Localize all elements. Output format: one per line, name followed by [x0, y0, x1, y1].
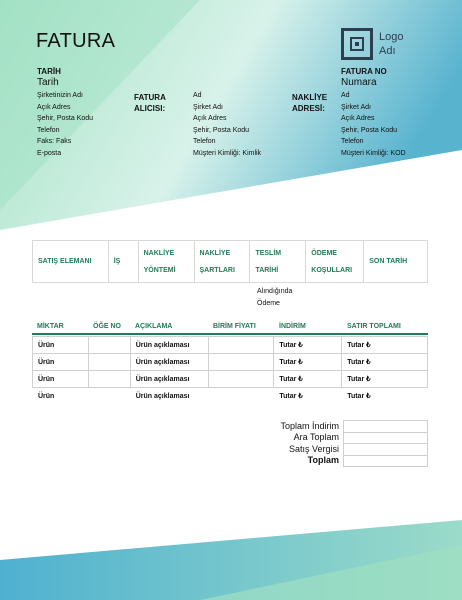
- table-row: Ürün Ürün açıklaması Tutar ₺ Tutar ₺: [33, 354, 428, 371]
- ship-to-label: NAKLİYE ADRESİ:: [292, 93, 328, 113]
- header-payment-terms: ÖDEME KOŞULLARI: [306, 241, 364, 283]
- bill-to-customer-id: Müşteri Kimliği: Kimlik: [193, 149, 262, 157]
- bill-to-address: Açık Adres: [193, 115, 227, 122]
- company-email: E-posta: [37, 149, 62, 157]
- logo: [341, 28, 431, 62]
- payment-note: Alındığında Ödeme: [257, 288, 293, 307]
- ship-to-city: Şehir, Posta Kodu: [341, 126, 398, 134]
- ship-to-company: Şirket Adı: [341, 103, 371, 111]
- logo-line1: Logo: [379, 31, 404, 43]
- header-description: AÇIKLAMA: [130, 320, 208, 334]
- company-address: Açık Adres: [37, 103, 71, 111]
- shipping-info-table: [32, 240, 428, 283]
- company-fax: Faks: Faks: [37, 138, 72, 145]
- totals-table: [200, 420, 428, 467]
- grand-total-label: Toplam: [307, 455, 339, 466]
- invoice-title: FATURA: [36, 30, 116, 52]
- header-discount: İNDİRİM: [274, 320, 342, 334]
- total-discount-label: Toplam İndirim: [280, 420, 339, 431]
- items-table: [32, 336, 428, 405]
- ship-to-phone: Telefon: [341, 138, 364, 145]
- subtotal-value: [344, 432, 428, 444]
- invoice-no-block: [341, 66, 387, 89]
- date-block: [37, 66, 61, 89]
- header-shipping-terms: NAKLİYE ŞARTLARI: [194, 241, 250, 283]
- total-discount-value: [344, 421, 428, 433]
- company-name: Şirketinizin Adı: [37, 92, 83, 99]
- date-value: Tarih: [37, 77, 59, 88]
- invoice-no-value: Numara: [341, 77, 377, 88]
- bill-to-info: [193, 90, 261, 159]
- logo-line2: Adı: [379, 45, 396, 57]
- logo-icon: [341, 28, 373, 60]
- table-row: Ürün Ürün açıklaması Tutar ₺ Tutar ₺: [33, 337, 428, 354]
- header-item-no: ÖĞE NO: [88, 320, 130, 334]
- header-salesperson: SATIŞ ELEMANI: [33, 241, 109, 283]
- company-city: Şehir, Posta Kodu: [37, 115, 94, 122]
- invoice-no-label: FATURA NO: [341, 67, 387, 76]
- date-label: TARİH: [37, 67, 61, 76]
- ship-to-info: [341, 90, 406, 159]
- sales-tax-label: Satış Vergisi: [288, 443, 339, 454]
- bill-to-label: FATURA ALICISI:: [134, 93, 166, 113]
- ship-to-address: Açık Adres: [341, 115, 375, 122]
- items-header: [32, 320, 428, 335]
- table-row: Ürün Ürün açıklaması Tutar ₺ Tutar ₺: [33, 388, 428, 405]
- table-row: Ürün Ürün açıklaması Tutar ₺ Tutar ₺: [33, 371, 428, 388]
- company-phone: Telefon: [37, 126, 60, 134]
- grand-total-value: [344, 455, 428, 467]
- header-unit-price: BİRİM FİYATI: [208, 320, 274, 334]
- bill-to-company: Şirket Adı: [193, 103, 223, 111]
- header-line-total: SATIR TOPLAMI: [342, 320, 428, 334]
- company-info: [37, 90, 93, 159]
- header-shipping-method: NAKLİYE YÖNTEMİ: [138, 241, 194, 283]
- header-job: İŞ: [108, 241, 138, 283]
- header-due-date: SON TARİH: [364, 241, 428, 283]
- ship-to-customer-id: Müşteri Kimliği: KOD: [341, 149, 406, 157]
- sales-tax-value: [344, 444, 428, 456]
- header-qty: MİKTAR: [32, 320, 88, 334]
- ship-to-name: Ad: [341, 92, 350, 99]
- header-delivery-date: TESLİM TARİHİ: [250, 241, 306, 283]
- subtotal-label: Ara Toplam: [293, 432, 339, 443]
- bill-to-name: Ad: [193, 92, 202, 99]
- bill-to-phone: Telefon: [193, 138, 216, 145]
- bill-to-city: Şehir, Posta Kodu: [193, 126, 250, 134]
